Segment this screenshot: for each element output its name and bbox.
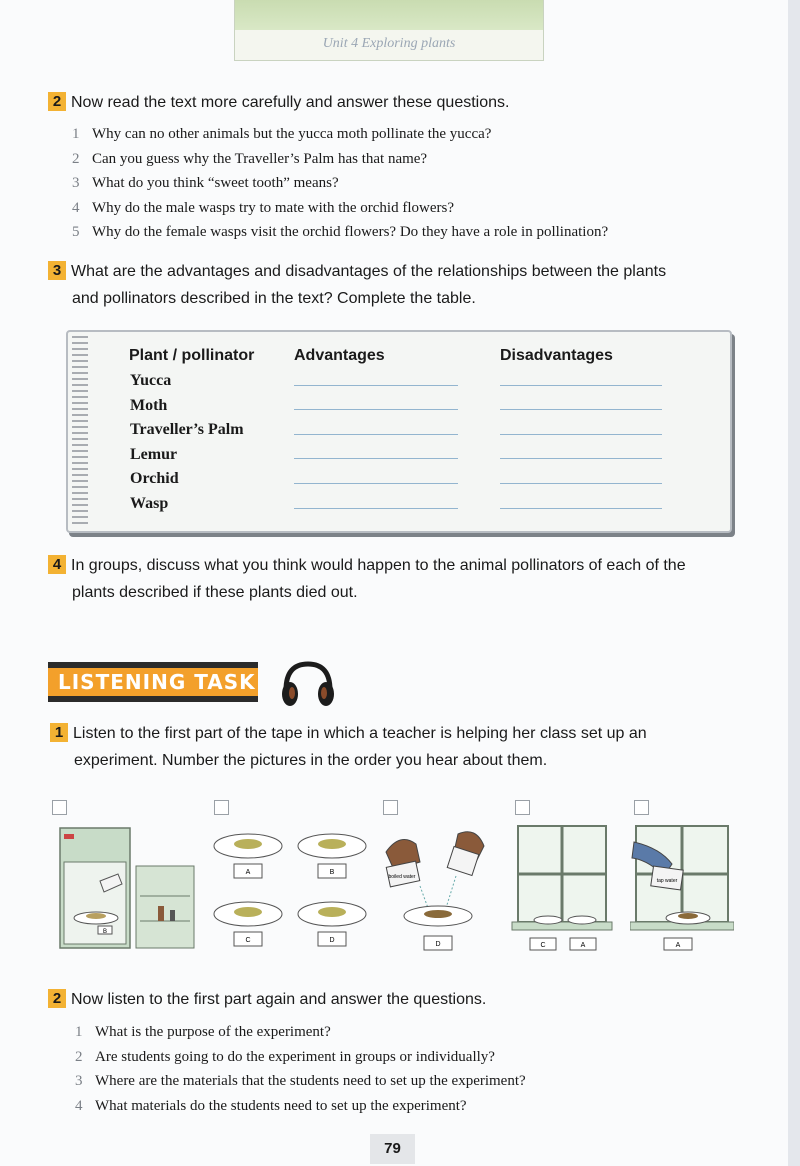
table-header-plant: Plant / pollinator	[129, 347, 255, 364]
dishes-picture	[210, 826, 370, 956]
dish-label-single-d: D	[435, 941, 441, 948]
question-item: 4 Why do the male wasps try to mate with the orchid flowers?	[72, 199, 454, 216]
table-header-advantages: Advantages	[294, 347, 385, 364]
dish-label-c: C	[245, 937, 251, 944]
listening-task-title: LISTENING TASK	[58, 670, 256, 694]
answer-blank[interactable]	[294, 508, 458, 509]
listening-task-2-questions	[75, 1020, 526, 1118]
window-picture	[510, 824, 614, 956]
order-checkbox[interactable]	[214, 800, 229, 815]
dish-label-a: A	[245, 869, 251, 876]
answer-blank[interactable]	[294, 409, 458, 410]
order-checkbox[interactable]	[634, 800, 649, 815]
order-checkbox[interactable]	[515, 800, 530, 815]
window-hand-picture	[630, 824, 734, 956]
listening-task-2-instruction: 2 Now listen to the first part again and answer the questions.	[48, 986, 748, 1013]
page-edge	[788, 0, 800, 1166]
header-image	[235, 0, 543, 30]
order-checkbox[interactable]	[52, 800, 67, 815]
question-item: 3 What do you think “sweet tooth” means?	[72, 175, 339, 191]
answer-blank[interactable]	[500, 508, 662, 509]
question-item: 1 Why can no other animals but the yucca moth pollinate the yucca?	[72, 126, 492, 142]
exercise-number: 2	[48, 989, 66, 1008]
table-row-label: Yucca	[130, 372, 172, 389]
answer-blank[interactable]	[294, 434, 458, 435]
question-item: 3 Where are the materials that the students need to set up the experiment?	[75, 1073, 526, 1089]
tap-water-label: tap water	[656, 878, 678, 884]
table-row-label: Wasp	[130, 495, 169, 512]
question-item: 4 What materials do the students need to set up the experiment?	[75, 1097, 467, 1114]
answer-blank[interactable]	[294, 385, 458, 386]
question-item: 2 Can you guess why the Traveller’s Palm has that name?	[72, 150, 428, 167]
exercise-number: 1	[50, 723, 68, 742]
page-number: 79	[370, 1134, 415, 1164]
boiled-water-label: boiled water	[388, 874, 416, 880]
unit-label: Unit 4 Exploring plants	[322, 36, 456, 51]
exercise-3-instruction: 3 What are the advantages and disadvantages of the relationships between the plants and pollinators described in the text? Complete the table.	[48, 258, 748, 312]
exercise-4-instruction: 4 In groups, discuss what you think would happen to the animal pollinators of each of the plants described if these plants died out.	[48, 552, 748, 606]
question-item: 2 Are students going to do the experiment in groups or individually?	[75, 1048, 495, 1065]
answer-blank[interactable]	[500, 458, 662, 459]
fridge-dish-label: B	[102, 929, 108, 935]
answer-blank[interactable]	[500, 409, 662, 410]
dish-label-d: D	[329, 937, 335, 944]
exercise-number: 2	[48, 92, 66, 111]
pouring-water-picture	[380, 822, 496, 954]
unit-header	[234, 0, 544, 61]
window-label-c: C	[540, 942, 546, 949]
exercise-2-instruction	[48, 89, 748, 116]
question-item: 5 Why do the female wasps visit the orchid flowers? Do they have a role in pollination?	[72, 224, 609, 240]
exercise-number: 4	[48, 555, 66, 574]
fridge-picture	[58, 826, 198, 954]
exercise-2-questions	[72, 122, 608, 245]
table-row-label: Lemur	[130, 446, 178, 463]
instruction-text: Now read the text more carefully and answer these questions.	[71, 94, 510, 111]
answer-blank[interactable]	[500, 483, 662, 484]
order-checkbox[interactable]	[383, 800, 398, 815]
answer-blank[interactable]	[500, 385, 662, 386]
table-row-label: Traveller’s Palm	[130, 421, 244, 438]
table-row-label: Moth	[130, 397, 168, 414]
listening-task-1-instruction: 1 Listen to the first part of the tape in which a teacher is helping her class set up an experiment. Number the pictures in the order you hear about them.	[50, 720, 750, 774]
listening-task-banner	[48, 662, 258, 702]
answer-blank[interactable]	[294, 483, 458, 484]
window-label-a: A	[580, 942, 586, 949]
notebook-spiral	[72, 336, 88, 524]
last-dish-label: A	[675, 942, 681, 949]
answer-blank[interactable]	[294, 458, 458, 459]
dish-label-b: B	[329, 869, 335, 876]
table-header-disadvantages: Disadvantages	[500, 347, 613, 364]
exercise-number: 3	[48, 261, 66, 280]
headphones-icon	[278, 660, 338, 708]
question-item: 1 What is the purpose of the experiment?	[75, 1024, 331, 1040]
answer-blank[interactable]	[500, 434, 662, 435]
table-row-label: Orchid	[130, 470, 179, 487]
